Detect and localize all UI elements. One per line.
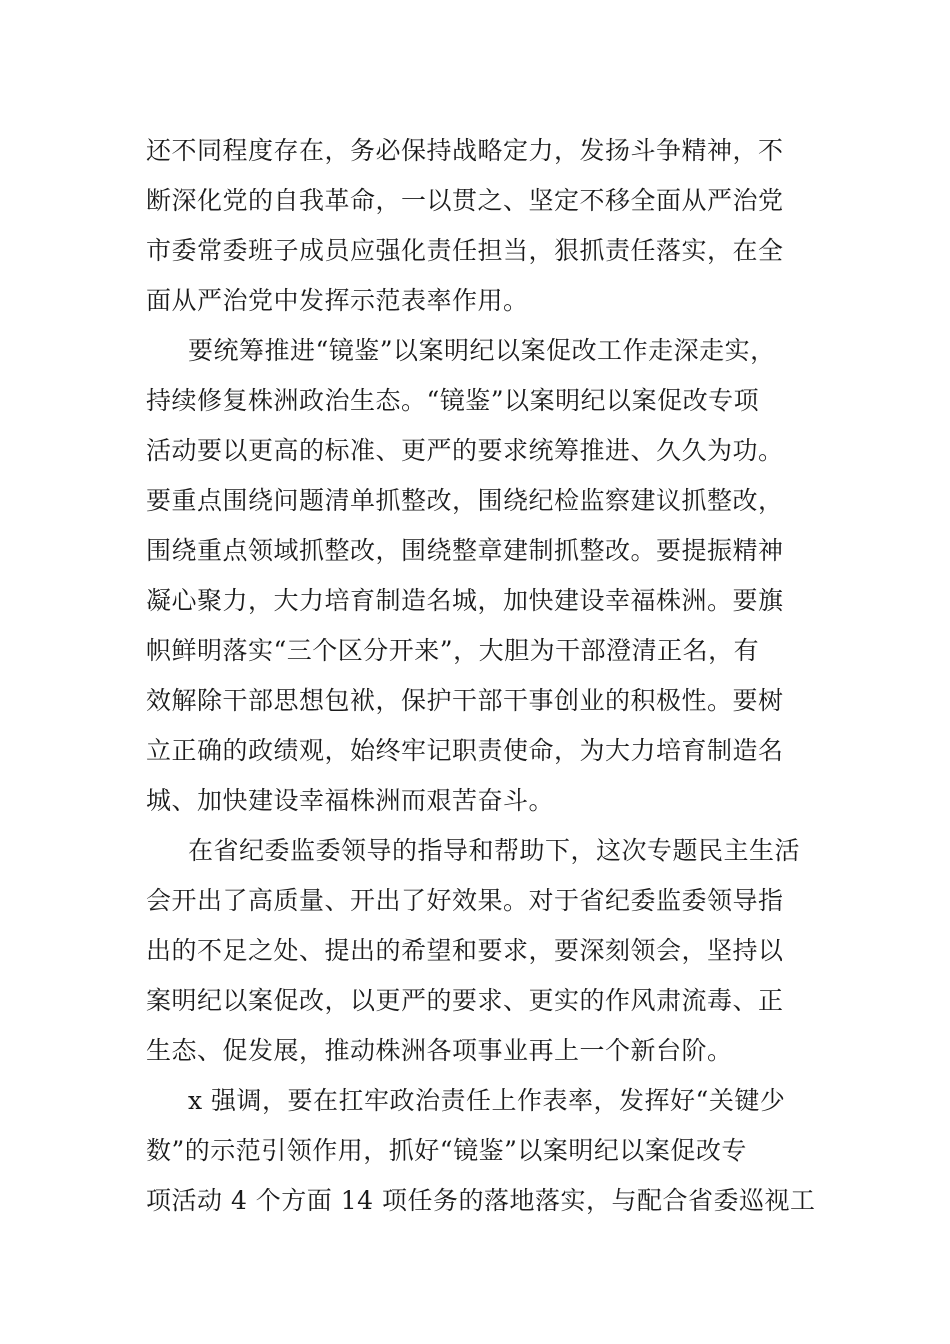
text-line: 帜鲜明落实“三个区分开来”，大胆为干部澄清正名，有 [146, 636, 760, 665]
text-line: 生态、促发展，推动株洲各项事业再上一个新台阶。 [146, 1036, 733, 1065]
text-line: 效解除干部思想包袱，保护干部干事创业的积极性。要树 [146, 686, 784, 715]
text-line: 围绕重点领域抓整改，围绕整章建制抓整改。要提振精神 [146, 536, 784, 565]
text-line: 会开出了高质量、开出了好效果。对于省纪委监委领导指 [146, 886, 784, 915]
paragraph-start-line: x 强调，要在扛牢政治责任上作表率，发挥好“关键少 [188, 1086, 786, 1115]
text-line: 凝心聚力，大力培育制造名城，加快建设幸福株洲。要旗 [146, 586, 784, 615]
text-line: 数”的示范引领作用，抓好“镜鉴”以案明纪以案促改专 [146, 1136, 747, 1165]
text-line: 市委常委班子成员应强化责任担当，狠抓责任落实，在全 [146, 236, 784, 265]
text-line: 活动要以更高的标准、更严的要求统筹推进、久久为功。 [146, 436, 784, 465]
text-line: 还不同程度存在，务必保持战略定力，发扬斗争精神，不 [146, 136, 784, 165]
text-line: 城、加快建设幸福株洲而艰苦奋斗。 [146, 786, 555, 815]
text-line: 断深化党的自我革命，一以贯之、坚定不移全面从严治党 [146, 186, 784, 215]
text-line: 面从严治党中发挥示范表率作用。 [146, 286, 529, 315]
text-line: 要重点围绕问题清单抓整改，围绕纪检监察建议抓整改， [146, 486, 784, 515]
paragraph-start-line: 要统筹推进“镜鉴”以案明纪以案促改工作走深走实， [188, 336, 776, 365]
text-line: 出的不足之处、提出的希望和要求，要深刻领会，坚持以 [146, 936, 784, 965]
text-line: 项活动 4 个方面 14 项任务的落地落实，与配合省委巡视工 [146, 1186, 816, 1215]
text-line: 立正确的政绩观，始终牢记职责使命，为大力培育制造名 [146, 736, 784, 765]
text-line: 持续修复株洲政治生态。“镜鉴”以案明纪以案促改专项 [146, 386, 760, 415]
paragraph-start-line: 在省纪委监委领导的指导和帮助下，这次专题民主生活 [188, 836, 801, 865]
text-line: 案明纪以案促改，以更严的要求、更实的作风肃流毒、正 [146, 986, 784, 1015]
